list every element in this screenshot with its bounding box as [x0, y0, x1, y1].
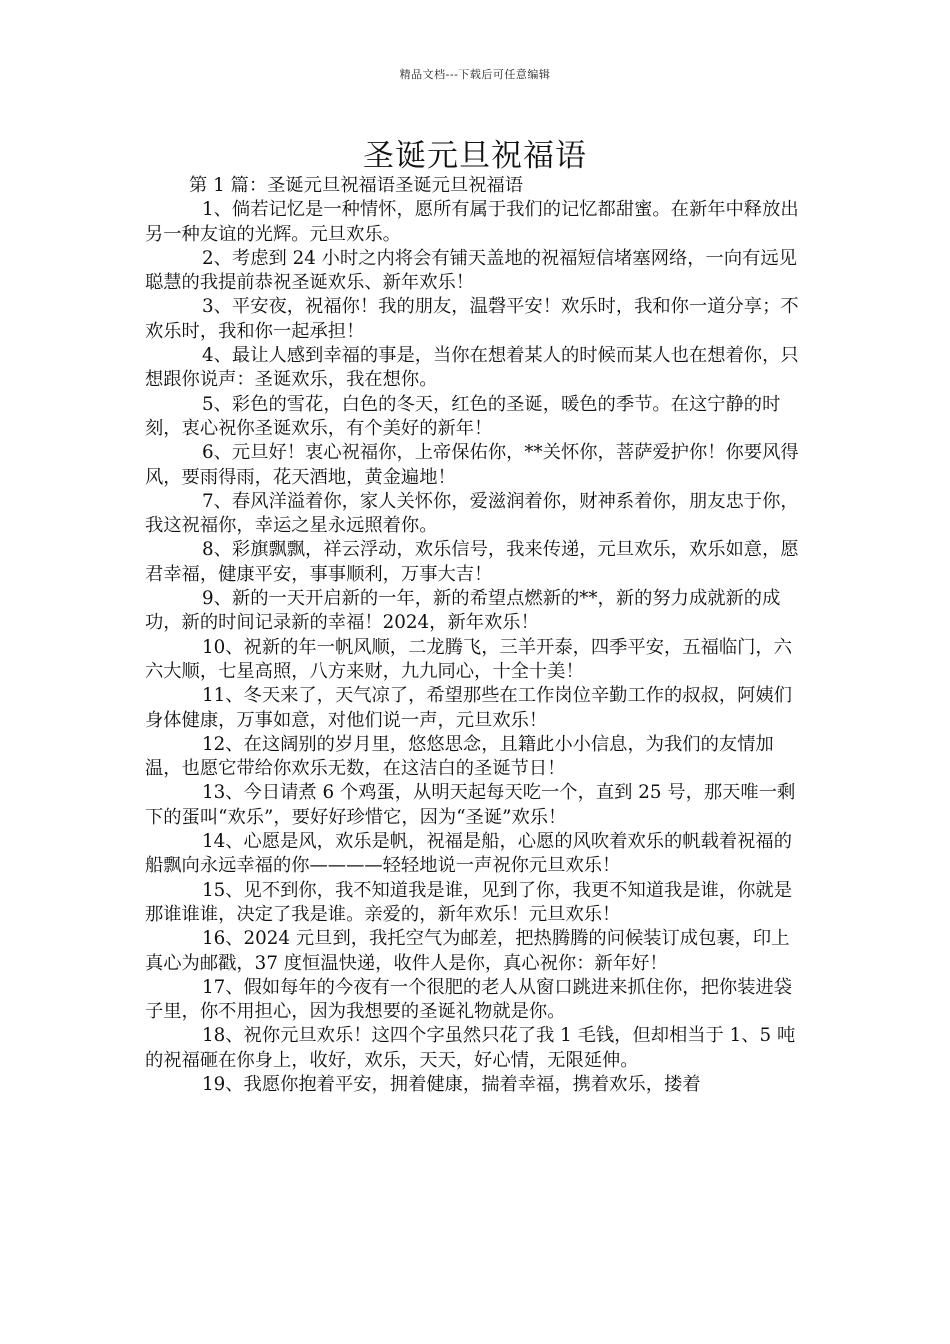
greeting-item-16: 16、2024 元旦到，我托空气为邮差，把热腾腾的问候装订成包裹，印上真心为邮戳，37 度恒温快递，收件人是你，真心祝你：新年好！ — [145, 928, 790, 974]
greeting-item-5: 5、彩色的雪花，白色的冬天，红色的圣诞，暖色的季节。在这宁静的时刻，衷心祝你圣诞欢乐，有个美好的新年！ — [145, 393, 781, 439]
document-title: 圣诞元旦祝福语 — [363, 138, 587, 174]
greeting-item-19: 19、我愿你抱着平安，拥着健康，揣着幸福，携着欢乐，搂着 — [202, 1073, 701, 1095]
greeting-item-3: 3、平安夜，祝福你！我的朋友，温磬平安！欢乐时，我和你一道分享；不欢乐时，我和你一起承担！ — [145, 296, 799, 342]
greeting-item-1: 1、倘若记忆是一种情怀，愿所有属于我们的记忆都甜蜜。在新年中释放出另一种友谊的光辉。元旦欢乐。 — [145, 199, 799, 245]
document-body — [145, 174, 807, 1097]
greeting-item-8: 8、彩旗飘飘，祥云浮动，欢乐信号，我来传递，元旦欢乐，欢乐如意，愿君幸福，健康平安，事事顺利，万事大吉！ — [145, 539, 799, 585]
greeting-item-18: 18、祝你元旦欢乐！这四个字虽然只花了我 1 毛钱，但却相当于 1、5 吨的祝福砸在你身上，收好，欢乐，天天，好心情，无限延伸。 — [145, 1025, 796, 1071]
greeting-item-14: 14、心愿是风，欢乐是帆，祝福是船，心愿的风吹着欢乐的帆载着祝福的船飘向永远幸福的你————轻轻地说一声祝你元旦欢乐！ — [145, 831, 792, 877]
greeting-item-6: 6、元旦好！衷心祝福你，上帝保佑你，**关怀你，菩萨爱护你！你要风得风，要雨得雨，花天酒地，黄金遍地！ — [145, 442, 799, 488]
greeting-item-12: 12、在这阔别的岁月里，悠悠思念，且籍此小小信息，为我们的友情加温，也愿它带给你欢乐无数，在这洁白的圣诞节日！ — [145, 733, 774, 780]
greeting-item-13: 13、今日请煮 6 个鸡蛋，从明天起每天吃一个，直到 25 号，那天唯一剩下的蛋叫“欢乐”，要好好珍惜它，因为“圣诞”欢乐！ — [145, 782, 796, 828]
greeting-item-10: 10、祝新的年一帆风顺，二龙腾飞，三羊开泰，四季平安，五福临门，六六大顺，七星高照，八方来财，九九同心，十全十美！ — [145, 636, 792, 682]
greeting-item-2: 2、考虑到 24 小时之内将会有铺天盖地的祝福短信堵塞网络，一向有远见聪慧的我提前恭祝圣诞欢乐、新年欢乐！ — [145, 247, 797, 294]
section-subtitle: 第 1 篇：圣诞元旦祝福语圣诞元旦祝福语 — [189, 175, 524, 196]
greeting-item-9: 9、新的一天开启新的一年，新的希望点燃新的**，新的努力成就新的成功，新的时间记录新的幸福！2024，新年欢乐！ — [145, 588, 781, 634]
greeting-item-17: 17、假如每年的今夜有一个很肥的老人从窗口跳进来抓住你，把你装进袋子里，你不用担心，因为我想要的圣诞礼物就是你。 — [145, 976, 792, 1023]
page-header-note: 精品文档---下载后可任意编辑 — [399, 68, 551, 81]
greeting-item-7: 7、春风洋溢着你，家人关怀你，爱滋润着你，财神系着你，朋友忠于你，我这祝福你，幸运之星永远照着你。 — [145, 490, 799, 537]
greeting-item-11: 11、冬天来了，天气凉了，希望那些在工作岗位辛勤工作的叔叔，阿姨们身体健康，万事如意，对他们说一声，元旦欢乐！ — [145, 685, 792, 731]
greeting-item-15: 15、见不到你，我不知道我是谁，见到了你，我更不知道我是谁，你就是那谁谁谁，决定了我是谁。亲爱的，新年欢乐！元旦欢乐！ — [145, 879, 792, 925]
greeting-item-4: 4、最让人感到幸福的事是，当你在想着某人的时候而某人也在想着你，只想跟你说声：圣诞欢乐，我在想你。 — [145, 345, 799, 391]
